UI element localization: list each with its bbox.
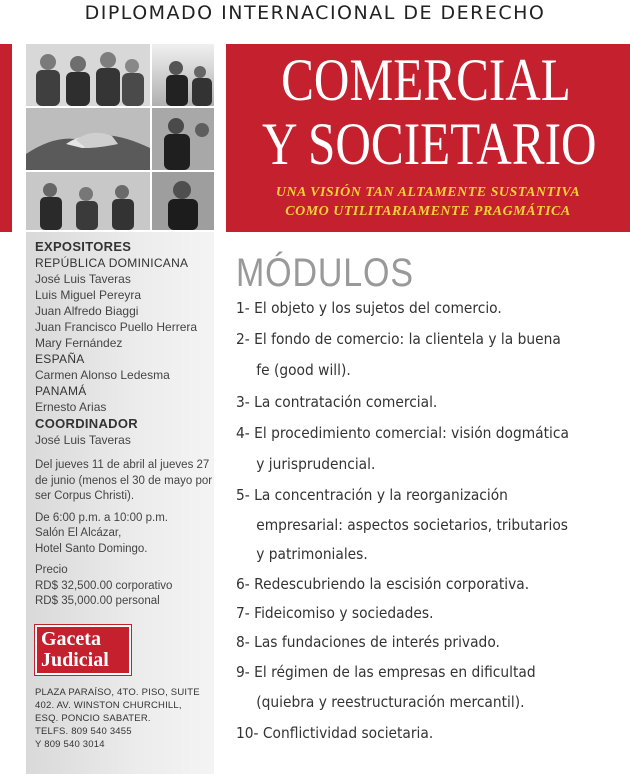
module-item-continuation: y jurisprudencial.	[256, 455, 376, 473]
schedule-dates: Del jueves 11 de abril al jueves 27 de junio (menos el 30 de mayo por ser Corpus Christi).	[35, 459, 213, 502]
contact-address	[35, 686, 213, 751]
price-label: Precio	[35, 564, 68, 576]
business-photo-collage	[26, 44, 214, 230]
module-item-continuation: (quiebra y reestructuración mercantil).	[256, 693, 525, 711]
logo-text-line1: Gaceta	[41, 628, 101, 650]
speaker-name: Carmen Alonso Ledesma	[35, 368, 170, 382]
price-personal: RD$ 35,000.00 personal	[35, 595, 160, 607]
address-line: PLAZA PARAÍSO, 4TO. PISO, SUITE	[35, 687, 200, 698]
speaker-name: Ernesto Arias	[35, 400, 107, 414]
main-title-line2: Y SOCIETARIO	[262, 111, 597, 177]
country-heading-pa: PANAMÁ	[35, 384, 87, 398]
module-item: 6- Redescubriendo la escisión corporativa.	[236, 575, 530, 593]
schedule-time: De 6:00 p.m. a 10:00 p.m.	[35, 511, 168, 524]
main-title-line1: COMERCIAL	[281, 47, 571, 113]
expositores-heading: EXPOSITORES	[35, 239, 132, 254]
module-item-continuation: y patrimoniales.	[256, 545, 368, 563]
module-item: 5- La concentración y la reorganización	[236, 486, 508, 504]
phone-line: TELFS. 809 540 3455	[35, 726, 132, 737]
speaker-name: Mary Fernández	[35, 336, 123, 350]
left-red-strip	[0, 44, 12, 232]
venue-line1: Salón El Alcázar,	[35, 527, 122, 539]
module-item: 10- Conflictividad societaria.	[236, 724, 434, 742]
module-item-continuation: empresarial: aspectos societarios, tributarios	[256, 516, 568, 534]
venue-line2: Hotel Santo Domingo.	[35, 542, 148, 555]
module-item: 3- La contratación comercial.	[236, 393, 438, 411]
country-heading-es: ESPAÑA	[35, 352, 85, 366]
price-corporate: RD$ 32,500.00 corporativo	[35, 579, 173, 592]
tagline-line1: UNA VISIÓN TAN ALTAMENTE SUSTANTIVA	[275, 185, 581, 200]
logo-text-line2: Judicial	[41, 649, 109, 671]
collage-image	[26, 44, 214, 230]
module-item: 9- El régimen de las empresas en dificultad	[236, 663, 536, 681]
module-item: 4- El procedimiento comercial: visión dogmática	[236, 424, 569, 442]
country-heading-rd: REPÚBLICA DOMINICANA	[35, 256, 189, 270]
speaker-name: Juan Francisco Puello Herrera	[35, 320, 198, 334]
address-line: 402. AV. WINSTON CHURCHILL,	[35, 700, 182, 711]
tagline-line2: COMO UTILITARIAMENTE PRAGMÁTICA	[285, 204, 571, 219]
module-item: 8- Las fundaciones de interés privado.	[236, 633, 500, 651]
title-banner	[226, 44, 630, 232]
coordinador-heading: COORDINADOR	[35, 416, 138, 431]
module-item: 7- Fideicomiso y sociedades.	[236, 604, 434, 622]
gaceta-judicial-logo	[35, 625, 131, 675]
speaker-name: Luis Miguel Pereyra	[35, 288, 142, 302]
speaker-name: Juan Alfredo Biaggi	[35, 304, 139, 318]
modules-heading: MÓDULOS	[236, 251, 414, 295]
phone-line: Y 809 540 3014	[35, 739, 105, 750]
address-line: ESQ. PONCIO SABATER.	[35, 713, 151, 724]
module-item-continuation: fe (good will).	[256, 361, 351, 379]
program-title: DIPLOMADO INTERNACIONAL DE DERECHO	[84, 2, 546, 24]
module-item: 2- El fondo de comercio: la clientela y la buena	[236, 330, 561, 348]
coordinator-name: José Luis Taveras	[35, 433, 131, 447]
speaker-name: José Luis Taveras	[35, 272, 131, 286]
module-item: 1- El objeto y los sujetos del comercio.	[236, 299, 502, 317]
